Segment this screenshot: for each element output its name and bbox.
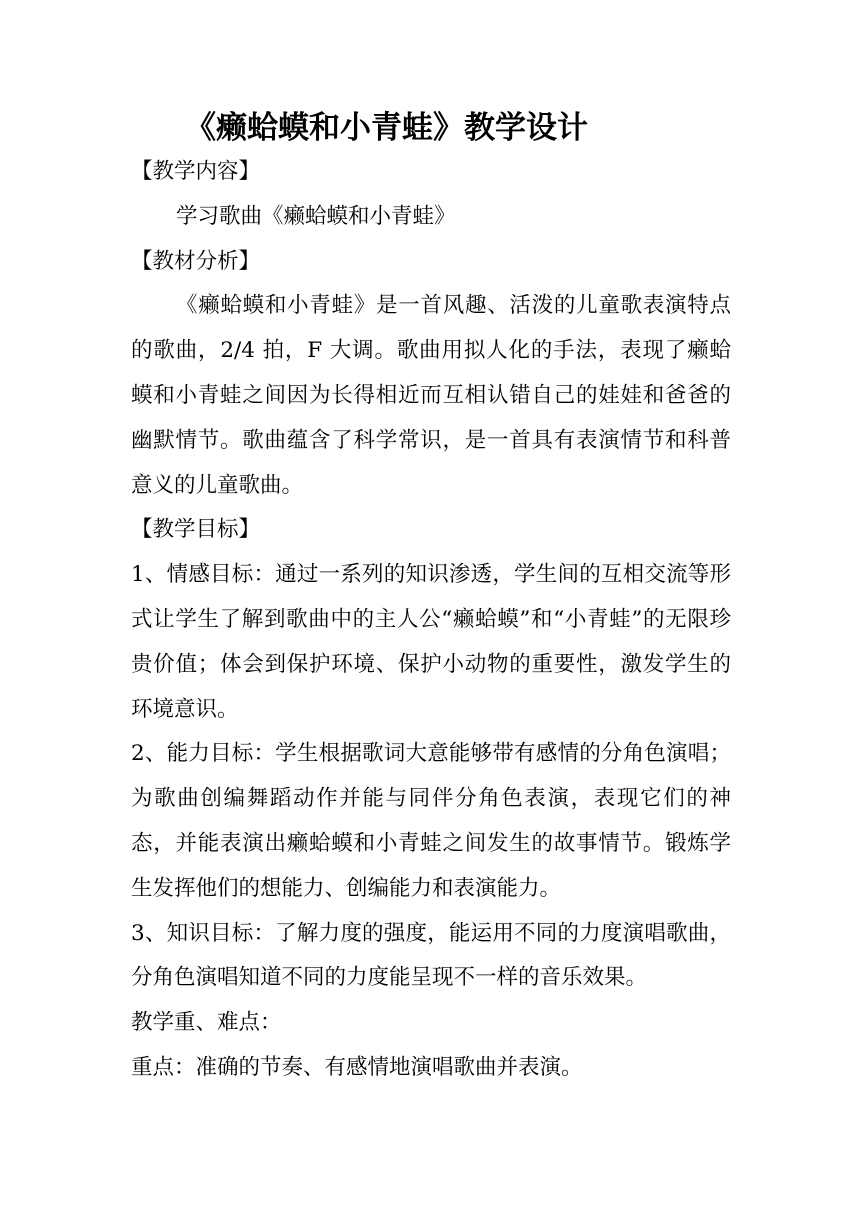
material-analysis-heading: 【教材分析】 [131,248,261,274]
teaching-content-heading: 【教学内容】 [131,159,261,184]
document-body [131,150,731,1091]
goal-ability: 2、能力目标：学生根据歌词大意能够带有感情的分角色演唱；为歌曲创编舞蹈动作并能与同伴分角色表演，表现它们的神态，并能表演出癞蛤蟆和小青蛙之间发生的故事情节。锻炼学生发挥他们的想能力、创编能力和表演能力。 [131,741,731,901]
goal-emotion: 1、情感目标：通过一系列的知识渗透，学生间的互相交流等形式让学生了解到歌曲中的主人公“癞蛤蟆”和“小青蛙”的无限珍贵价值；体会到保护环境、保护小动物的重要性，激发学生的环境意识。 [131,562,731,722]
document-title: 《癞蛤蟆和小青蛙》教学设计 [185,110,588,146]
key-point-text: 重点：准确的节奏、有感情地演唱歌曲并表演。 [131,1054,583,1080]
teaching-content-text: 学习歌曲《癞蛤蟆和小青蛙》 [176,203,456,229]
material-analysis-text: 《癞蛤蟆和小青蛙》是一首风趣、活泼的儿童歌表演特点的歌曲，2/4 拍，F 大调。歌曲用拟人化的手法，表现了癞蛤蟆和小青蛙之间因为长得相近而互相认错自己的娃娃和爸爸的幽默情节。歌曲蕴含了科学常识，是一首具有表演情节和科普意义的儿童歌曲。 [131,293,731,498]
goal-knowledge: 3、知识目标：了解力度的强度，能运用不同的力度演唱歌曲，分角色演唱知道不同的力度能呈现不一样的音乐效果。 [131,920,731,991]
key-points-heading: 教学重、难点： [131,1010,282,1036]
teaching-goals-heading: 【教学目标】 [131,517,261,543]
